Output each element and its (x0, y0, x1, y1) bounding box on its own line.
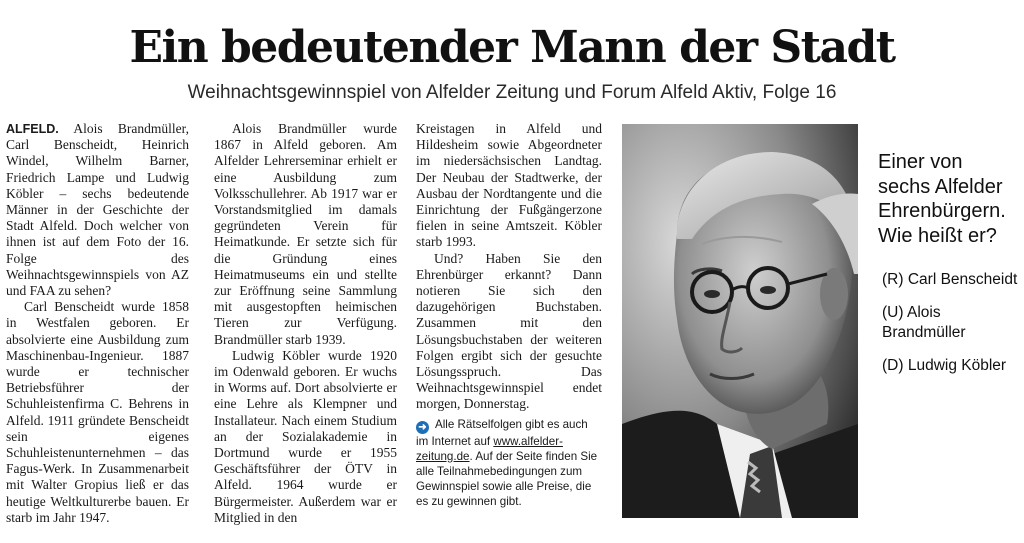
article-column-2 (214, 121, 397, 526)
info-text: Alle Rätselfolgen gibt es auch im Internet auf (416, 417, 588, 448)
article-paragraph: Und? Haben Sie den Ehrenbürger erkannt? Dann notieren Sie sich den dazugehörigen Buchstaben. Zusammen mit den Lösungsbuchstaben der weiteren Folgen ergibt sich der gesuchte Lösungsspruch. Das Weihnachtsgewinnspiel endet morgen, Donnerstag. (416, 250, 602, 412)
paragraph-text: Alois Brandmüller, Carl Benscheidt, Heinrich Windel, Wilhelm Barner, Friedrich Lampe und Ludwig Köbler – sechs bedeutende Männer in der Geschichte der Stadt Alfeld. Doch welcher von ihnen ist auf dem Foto der 16. Folge des Weihnachtsgewinnspiels von AZ und FAA zu sehen? (6, 121, 189, 299)
option-letter: (D) (882, 357, 904, 374)
option-name: Alois Brandmüller (882, 304, 966, 341)
article-column-3 (416, 121, 602, 510)
quiz-box (878, 150, 1018, 389)
option-letter: (R) (882, 271, 904, 288)
article-paragraph: Ludwig Köbler wurde 1920 im Odenwald geboren. Er wuchs in Worms auf. Dort absolvierte er eine Lehre als Klempner und Installateur. Nach einem Studium an der Sozialakademie in Dortmund wurde er 1955 Geschäftsführer der ÖTV in Alfeld. 1964 wurde er Bürgermeister. Außerdem war er Mitglied in den (214, 347, 397, 525)
article-paragraph: Kreistagen in Alfeld und Hildesheim sowie Abgeordneter im niedersächsischen Landtag. Der Neubau der Stadtwerke, der Ausbau der Nordtangente und die Einrichtung der Fußgängerzone fielen in seine Amtszeit. Köbler starb 1993. (416, 121, 602, 250)
portrait-illustration (622, 124, 858, 518)
dateline: ALFELD. (6, 122, 59, 136)
article-paragraph (6, 121, 189, 299)
quiz-option-r (882, 270, 1018, 290)
headline: Ein bedeutender Mann der Stadt (129, 22, 895, 73)
subheadline: Weihnachtsgewinnspiel von Alfelder Zeitung und Forum Alfeld Aktiv, Folge 16 (187, 82, 837, 103)
info-text: . Auf der Seite finden Sie alle Teilnahmebedingungen zum Gewinnspiel sowie alle Preise, die es zu gewinnen gibt. (416, 449, 598, 509)
article-paragraph: Carl Benscheidt wurde 1858 in Westfalen geboren. Er absolvierte eine Ausbildung zum Maschinenbau-Ingenieur. 1887 wurde er technischer Betriebsführer der Schuhleistenfirma C. Behrens in Alfeld. 1911 gründete Benscheidt sein eigenes Schuhleistenunternehmen – das Fagus-Werk. In Zusammenarbeit mit Walter Gropius ließ er das heutige Weltkulturerbe bauen. Er starb im Jahr 1947. (6, 299, 189, 525)
website-link[interactable]: www.alfelder-zeitung.de (416, 434, 563, 463)
portrait-photo (622, 124, 858, 518)
option-name: Carl Benscheidt (907, 271, 1018, 288)
option-name: Ludwig Köbler (907, 357, 1007, 374)
quiz-option-u (882, 303, 1018, 343)
option-letter: (U) (882, 304, 904, 321)
arrow-right-icon: ➜ (416, 421, 429, 434)
quiz-option-d (882, 356, 1018, 376)
article-column-1 (6, 121, 189, 526)
quiz-question: Einer von sechs Alfelder Ehrenbürgern. Wie heißt er? (878, 151, 1006, 247)
info-box (416, 417, 602, 510)
article-paragraph: Alois Brandmüller wurde 1867 in Alfeld geboren. Am Alfelder Lehrerseminar erhielt er eine Ausbildung zum Volksschullehrer. Ab 1917 war er Vorstandsmitglied im damals gegründeten Verein für Heimatkunde. Er setzte sich für die Gründung eines Heimatmuseums ein und stellte zur Eröffnung seine Sammlung mit ausgestopften heimischen Tieren zur Verfügung. Brandmüller starb 1939. (214, 121, 397, 347)
